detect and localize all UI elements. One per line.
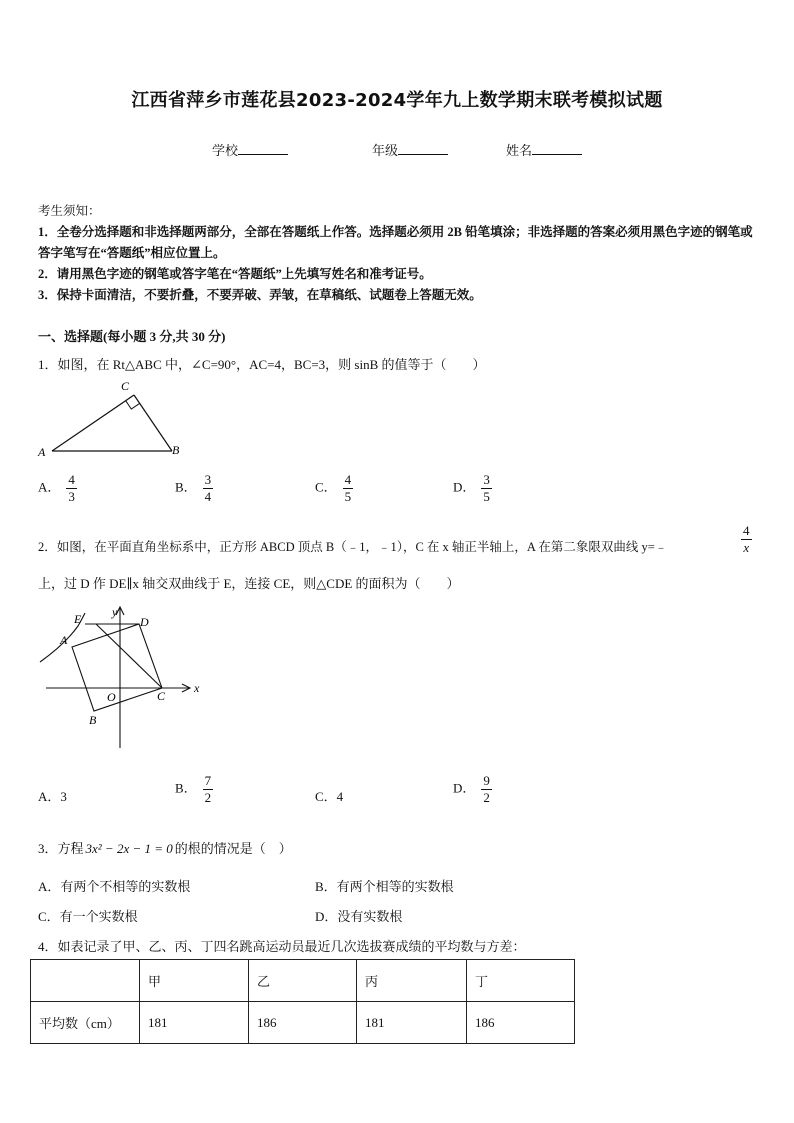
q3-option-d[interactable]: D．没有实数根	[315, 909, 403, 924]
note-item: 3．保持卡面清洁，不要折叠，不要弄破、弄皱，在草稿纸、试题卷上答题无效。	[38, 288, 482, 302]
option-fraction	[481, 472, 492, 505]
note-item: 1．全卷分选择题和非选择题两部分，全部在答题纸上作答。选择题必须用 2B 铅笔填涂；非选择题的答案必须用黑色字迹的钢笔或答字笔写在“答题纸”相应位置上。	[38, 225, 753, 260]
numerator: 4	[743, 523, 750, 538]
school-field	[212, 140, 288, 159]
option-fraction	[481, 773, 492, 806]
label-e: E	[74, 612, 82, 626]
label-c: C	[157, 689, 166, 703]
question-2-text-continued: 上，过 D 作 DE∥x 轴交双曲线于 E，连接 CE，则△CDE 的面积为（ ）	[38, 576, 460, 591]
note-item: 2．请用黑色字迹的钢笔或答字笔在“答题纸”上先填写姓名和准考证号。	[38, 267, 432, 281]
denominator: 3	[68, 489, 75, 504]
option-fraction	[203, 472, 214, 505]
numerator: 4	[68, 472, 75, 487]
table-cell: 181	[357, 1002, 467, 1044]
q1-option-c[interactable]	[315, 472, 353, 505]
table-row-label: 平均数（cm）	[31, 1002, 140, 1044]
square-abcd	[72, 624, 162, 711]
denominator: 5	[344, 489, 352, 504]
question-4-text: 4．如表记录了甲、乙、丙、丁四名跳高运动员最近几次选拔赛成绩的平均数与方差：	[38, 939, 526, 954]
question-2-text: 2．如图，在平面直角坐标系中，正方形 ABCD 顶点 B（﹣1，﹣1），C 在 x 轴正半轴上，A 在第二象限双曲线 y=﹣	[38, 540, 668, 554]
denominator: 2	[204, 790, 212, 805]
question-3-prefix: 3．方程	[38, 841, 84, 856]
option-letter: D．	[453, 780, 476, 796]
label-a: A	[38, 445, 46, 459]
q1-option-d[interactable]	[453, 472, 492, 505]
label-x: x	[194, 681, 200, 695]
option-fraction	[66, 472, 77, 505]
section-heading: 一、选择题(每小题 3 分,共 30 分)	[38, 329, 226, 344]
option-letter: A．	[38, 479, 61, 495]
label-b: B	[89, 713, 97, 727]
side-ac	[52, 395, 134, 451]
table-header-row	[31, 960, 575, 1002]
q3-option-a[interactable]: A．有两个不相等的实数根	[38, 879, 191, 894]
denominator: 4	[204, 489, 212, 504]
table-header-cell: 甲	[140, 960, 249, 1002]
question-1-figure	[34, 378, 194, 462]
school-blank	[238, 142, 288, 155]
table-header-cell: 丙	[357, 960, 467, 1002]
q3-option-b[interactable]: B．有两个相等的实数根	[315, 879, 454, 894]
table-header-cell: 丁	[467, 960, 575, 1002]
segment-ce	[96, 624, 162, 688]
name-label: 姓名	[506, 143, 533, 158]
score-table	[30, 959, 575, 1044]
table-cell: 186	[249, 1002, 357, 1044]
right-angle-mark	[126, 401, 140, 409]
option-letter: D．	[453, 479, 476, 495]
q2-option-a[interactable]: A．3	[38, 789, 67, 804]
numerator: 7	[204, 773, 212, 788]
table-cell: 186	[467, 1002, 575, 1044]
option-fraction	[343, 472, 354, 505]
denominator: 2	[483, 790, 490, 805]
grade-blank	[398, 142, 448, 155]
q2-option-b[interactable]	[175, 773, 213, 806]
q1-option-a[interactable]	[38, 472, 77, 505]
question-1-text: 1．如图，在 Rt△ABC 中，∠C=90°，AC=4，BC=3，则 sinB 的值等于（ ）	[38, 357, 486, 372]
q3-option-c[interactable]: C．有一个实数根	[38, 909, 138, 924]
option-fraction	[203, 773, 214, 806]
grade-label: 年级	[372, 143, 399, 158]
name-blank	[532, 142, 582, 155]
table-cell	[31, 960, 140, 1002]
label-b: B	[172, 443, 180, 457]
question-3-text	[38, 838, 292, 857]
question-2-fraction	[741, 523, 752, 556]
label-d: D	[140, 615, 149, 629]
numerator: 9	[483, 773, 490, 788]
notes-heading: 考生须知：	[38, 204, 101, 218]
q1-option-b[interactable]	[175, 472, 213, 505]
denominator: x	[743, 540, 750, 555]
table-header-cell: 乙	[249, 960, 357, 1002]
table-row	[31, 1002, 575, 1044]
side-cb	[134, 395, 172, 451]
denominator: 5	[483, 489, 490, 504]
question-3-suffix: 的根的情况是（ ）	[174, 841, 292, 856]
page-title: 江西省萍乡市莲花县2023-2024学年九上数学期末联考模拟试题	[131, 90, 663, 111]
grade-field	[372, 140, 448, 159]
numerator: 4	[344, 472, 352, 487]
exam-notes	[38, 201, 760, 306]
label-a: A	[60, 633, 68, 647]
option-letter: B．	[175, 479, 197, 495]
name-field	[506, 140, 582, 159]
option-letter: C．	[315, 479, 337, 495]
table-cell: 181	[140, 1002, 249, 1044]
label-o: O	[107, 690, 116, 704]
school-label: 学校	[212, 143, 239, 158]
question-2-figure	[34, 600, 214, 755]
q2-option-c[interactable]: C．4	[315, 789, 344, 804]
label-c: C	[121, 379, 130, 393]
label-y: y	[112, 605, 118, 619]
question-3-equation: 3x² − 2x − 1 = 0	[85, 841, 173, 856]
q2-option-d[interactable]	[453, 773, 492, 806]
numerator: 3	[204, 472, 212, 487]
option-letter: B．	[175, 780, 197, 796]
numerator: 3	[483, 472, 490, 487]
